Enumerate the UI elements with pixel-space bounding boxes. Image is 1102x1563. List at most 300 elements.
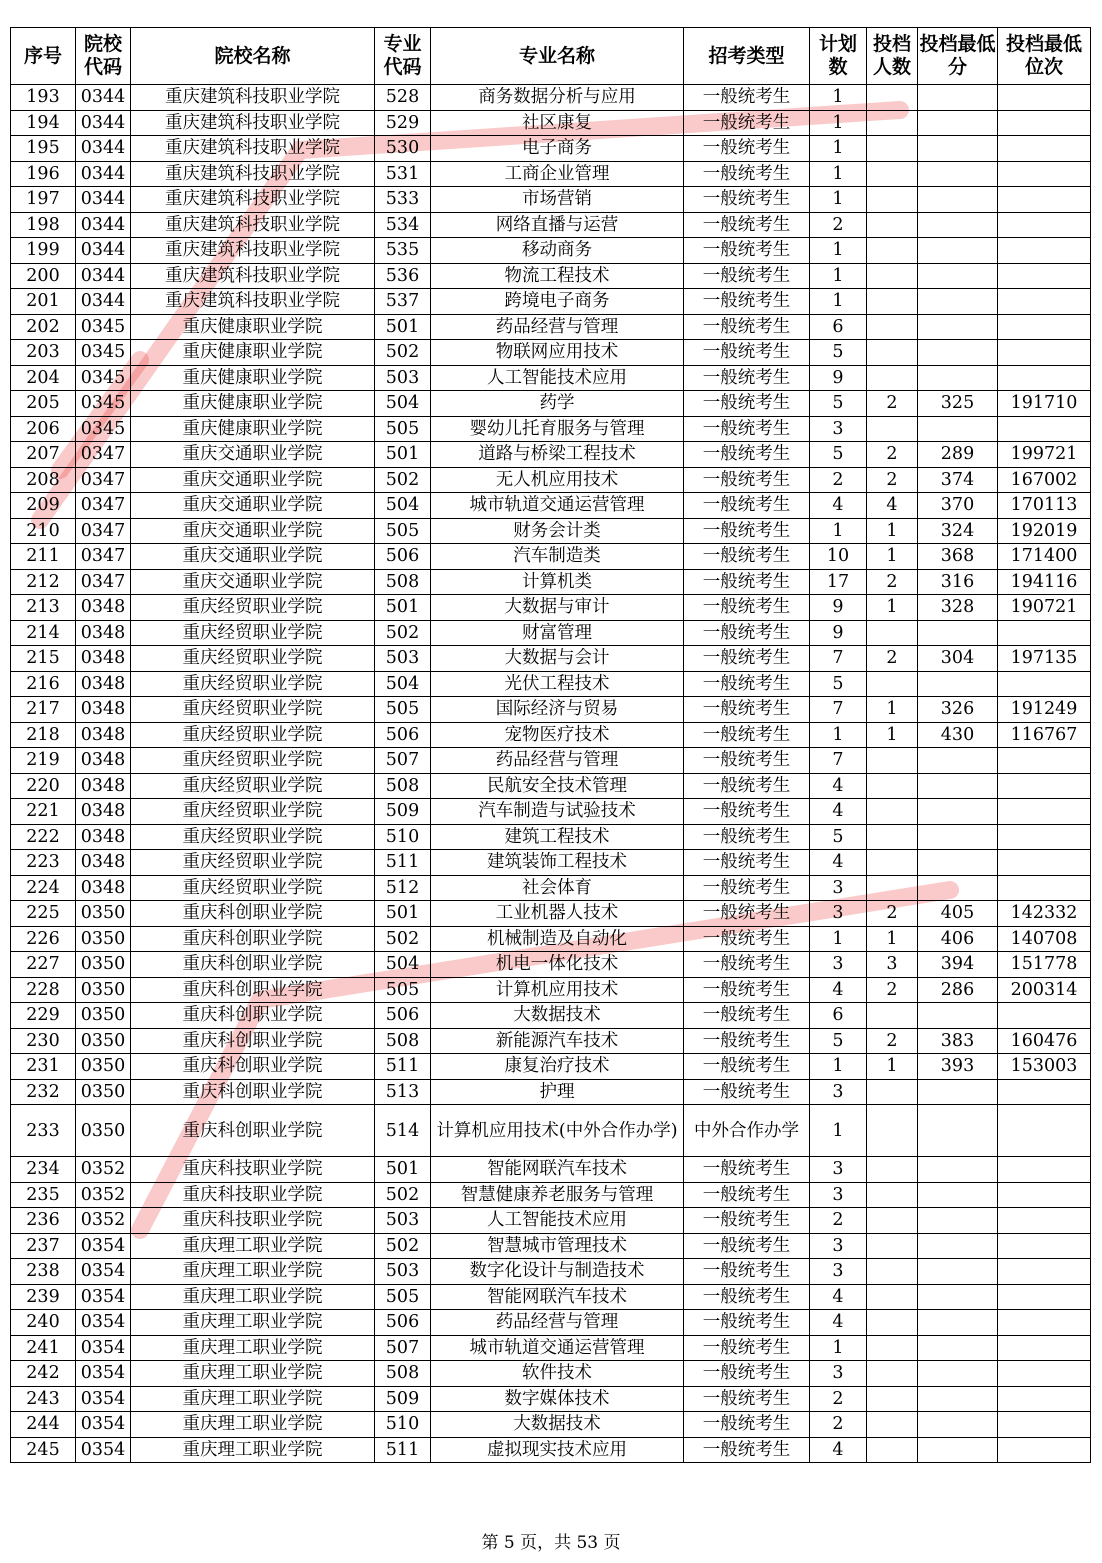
- cell-exam-type: 一般统考生: [684, 416, 810, 442]
- cell-major-name: 机械制造及自动化: [431, 926, 684, 952]
- cell-index: 215: [11, 646, 76, 672]
- cell-exam-type: 一般统考生: [684, 1054, 810, 1080]
- cell-school-name: 重庆健康职业学院: [131, 314, 375, 340]
- cell-major-code: 506: [375, 1310, 431, 1336]
- cell-exam-type: 一般统考生: [684, 365, 810, 391]
- table-row: [11, 875, 1091, 901]
- cell-index: 237: [11, 1233, 76, 1259]
- cell-major-name: 财富管理: [431, 620, 684, 646]
- cell-min-score: [918, 110, 998, 136]
- table-row: [11, 824, 1091, 850]
- cell-school-name: 重庆科技职业学院: [131, 1182, 375, 1208]
- cell-major-name: 宠物医疗技术: [431, 722, 684, 748]
- cell-major-name: 计算机应用技术: [431, 977, 684, 1003]
- cell-admitted-count: [867, 1105, 918, 1157]
- table-row: [11, 416, 1091, 442]
- cell-school-name: 重庆建筑科技职业学院: [131, 212, 375, 238]
- cell-major-code: 507: [375, 748, 431, 774]
- cell-major-name: 药学: [431, 391, 684, 417]
- cell-index: 198: [11, 212, 76, 238]
- cell-plan-count: 1: [810, 161, 867, 187]
- cell-admitted-count: [867, 1208, 918, 1234]
- cell-major-code: 501: [375, 1157, 431, 1183]
- cell-plan-count: 1: [810, 85, 867, 111]
- cell-index: 229: [11, 1003, 76, 1029]
- cell-min-score: 393: [918, 1054, 998, 1080]
- cell-major-name: 虚拟现实技术应用: [431, 1437, 684, 1463]
- cell-index: 211: [11, 544, 76, 570]
- cell-index: 230: [11, 1028, 76, 1054]
- cell-min-rank: [998, 187, 1091, 213]
- cell-major-code: 514: [375, 1105, 431, 1157]
- cell-index: 238: [11, 1259, 76, 1285]
- cell-plan-count: 1: [810, 289, 867, 315]
- header-min-rank: 投档最低位次: [998, 28, 1091, 85]
- cell-major-name: 民航安全技术管理: [431, 773, 684, 799]
- cell-major-name: 汽车制造类: [431, 544, 684, 570]
- cell-plan-count: 1: [810, 518, 867, 544]
- cell-index: 241: [11, 1335, 76, 1361]
- cell-plan-count: 4: [810, 1284, 867, 1310]
- cell-index: 197: [11, 187, 76, 213]
- cell-admitted-count: [867, 314, 918, 340]
- cell-exam-type: 一般统考生: [684, 1157, 810, 1183]
- cell-min-score: 430: [918, 722, 998, 748]
- cell-min-score: [918, 824, 998, 850]
- cell-admitted-count: [867, 289, 918, 315]
- cell-index: 200: [11, 263, 76, 289]
- table-row: [11, 263, 1091, 289]
- cell-index: 221: [11, 799, 76, 825]
- cell-school-code: 0344: [76, 238, 131, 264]
- cell-admitted-count: [867, 1310, 918, 1336]
- cell-plan-count: 2: [810, 1386, 867, 1412]
- cell-min-rank: [998, 1284, 1091, 1310]
- cell-min-score: [918, 1361, 998, 1387]
- cell-plan-count: 10: [810, 544, 867, 570]
- cell-min-rank: [998, 799, 1091, 825]
- cell-major-code: 505: [375, 977, 431, 1003]
- cell-min-rank: [998, 1386, 1091, 1412]
- cell-index: 235: [11, 1182, 76, 1208]
- cell-admitted-count: 2: [867, 1028, 918, 1054]
- cell-min-rank: 170113: [998, 493, 1091, 519]
- cell-major-code: 506: [375, 1003, 431, 1029]
- cell-admitted-count: 2: [867, 442, 918, 468]
- cell-exam-type: 一般统考生: [684, 467, 810, 493]
- cell-exam-type: 一般统考生: [684, 1079, 810, 1105]
- cell-school-name: 重庆经贸职业学院: [131, 722, 375, 748]
- cell-school-name: 重庆科技职业学院: [131, 1157, 375, 1183]
- cell-index: 214: [11, 620, 76, 646]
- cell-min-rank: 151778: [998, 952, 1091, 978]
- cell-min-rank: [998, 1003, 1091, 1029]
- cell-major-code: 507: [375, 1335, 431, 1361]
- cell-exam-type: 一般统考生: [684, 773, 810, 799]
- cell-school-name: 重庆科创职业学院: [131, 1079, 375, 1105]
- cell-exam-type: 一般统考生: [684, 901, 810, 927]
- cell-min-score: [918, 799, 998, 825]
- cell-school-code: 0350: [76, 1105, 131, 1157]
- cell-exam-type: 一般统考生: [684, 926, 810, 952]
- cell-major-name: 护理: [431, 1079, 684, 1105]
- cell-min-score: [918, 850, 998, 876]
- table-row: [11, 697, 1091, 723]
- cell-min-score: [918, 187, 998, 213]
- cell-major-name: 数字媒体技术: [431, 1386, 684, 1412]
- header-index: 序号: [11, 28, 76, 85]
- cell-exam-type: 一般统考生: [684, 850, 810, 876]
- cell-major-name: 国际经济与贸易: [431, 697, 684, 723]
- cell-exam-type: 中外合作办学: [684, 1105, 810, 1157]
- cell-school-name: 重庆健康职业学院: [131, 340, 375, 366]
- cell-major-name: 建筑装饰工程技术: [431, 850, 684, 876]
- cell-exam-type: 一般统考生: [684, 1412, 810, 1438]
- table-row: [11, 901, 1091, 927]
- cell-school-name: 重庆科创职业学院: [131, 952, 375, 978]
- cell-major-name: 物联网应用技术: [431, 340, 684, 366]
- cell-major-name: 药品经营与管理: [431, 1310, 684, 1336]
- cell-admitted-count: [867, 263, 918, 289]
- cell-exam-type: 一般统考生: [684, 1284, 810, 1310]
- cell-school-code: 0348: [76, 850, 131, 876]
- cell-plan-count: 1: [810, 722, 867, 748]
- table-row: [11, 1208, 1091, 1234]
- cell-index: 233: [11, 1105, 76, 1157]
- cell-min-rank: 191710: [998, 391, 1091, 417]
- cell-major-code: 502: [375, 1182, 431, 1208]
- cell-school-code: 0354: [76, 1412, 131, 1438]
- cell-major-name: 康复治疗技术: [431, 1054, 684, 1080]
- cell-plan-count: 4: [810, 1310, 867, 1336]
- cell-min-score: 406: [918, 926, 998, 952]
- header-admitted-count: 投档人数: [867, 28, 918, 85]
- cell-min-rank: 153003: [998, 1054, 1091, 1080]
- cell-major-code: 504: [375, 493, 431, 519]
- cell-plan-count: 1: [810, 1105, 867, 1157]
- cell-major-code: 534: [375, 212, 431, 238]
- table-row: [11, 289, 1091, 315]
- cell-school-code: 0344: [76, 85, 131, 111]
- cell-admitted-count: 2: [867, 569, 918, 595]
- cell-exam-type: 一般统考生: [684, 289, 810, 315]
- table-row: [11, 391, 1091, 417]
- table-row: [11, 365, 1091, 391]
- cell-min-score: [918, 1335, 998, 1361]
- cell-exam-type: 一般统考生: [684, 442, 810, 468]
- cell-min-rank: 140708: [998, 926, 1091, 952]
- cell-min-score: [918, 1233, 998, 1259]
- cell-index: 242: [11, 1361, 76, 1387]
- cell-exam-type: 一般统考生: [684, 1233, 810, 1259]
- cell-school-code: 0348: [76, 646, 131, 672]
- cell-plan-count: 5: [810, 391, 867, 417]
- cell-school-code: 0347: [76, 467, 131, 493]
- cell-admitted-count: [867, 85, 918, 111]
- cell-min-rank: [998, 1412, 1091, 1438]
- cell-min-score: 368: [918, 544, 998, 570]
- cell-exam-type: 一般统考生: [684, 136, 810, 162]
- cell-school-code: 0350: [76, 1003, 131, 1029]
- cell-school-code: 0352: [76, 1182, 131, 1208]
- cell-major-code: 511: [375, 1054, 431, 1080]
- cell-exam-type: 一般统考生: [684, 314, 810, 340]
- cell-plan-count: 3: [810, 1233, 867, 1259]
- cell-index: 218: [11, 722, 76, 748]
- cell-min-score: [918, 1310, 998, 1336]
- cell-major-code: 510: [375, 1412, 431, 1438]
- cell-major-name: 无人机应用技术: [431, 467, 684, 493]
- cell-exam-type: 一般统考生: [684, 1003, 810, 1029]
- cell-min-score: [918, 289, 998, 315]
- table-row: [11, 671, 1091, 697]
- cell-min-score: [918, 748, 998, 774]
- cell-min-rank: [998, 1157, 1091, 1183]
- cell-school-name: 重庆建筑科技职业学院: [131, 263, 375, 289]
- cell-plan-count: 1: [810, 1054, 867, 1080]
- table-row: [11, 1335, 1091, 1361]
- cell-major-code: 508: [375, 773, 431, 799]
- cell-admitted-count: [867, 1335, 918, 1361]
- cell-school-name: 重庆科创职业学院: [131, 1028, 375, 1054]
- cell-plan-count: 6: [810, 314, 867, 340]
- cell-major-code: 505: [375, 518, 431, 544]
- cell-admitted-count: [867, 416, 918, 442]
- cell-school-name: 重庆健康职业学院: [131, 365, 375, 391]
- cell-school-code: 0350: [76, 1028, 131, 1054]
- cell-major-code: 511: [375, 1437, 431, 1463]
- cell-exam-type: 一般统考生: [684, 1182, 810, 1208]
- cell-index: 199: [11, 238, 76, 264]
- cell-school-code: 0347: [76, 569, 131, 595]
- cell-school-code: 0344: [76, 161, 131, 187]
- cell-school-code: 0350: [76, 977, 131, 1003]
- cell-school-code: 0344: [76, 187, 131, 213]
- cell-school-name: 重庆建筑科技职业学院: [131, 289, 375, 315]
- table-row: [11, 799, 1091, 825]
- cell-admitted-count: 1: [867, 722, 918, 748]
- cell-admitted-count: [867, 620, 918, 646]
- cell-min-rank: 199721: [998, 442, 1091, 468]
- cell-plan-count: 3: [810, 875, 867, 901]
- cell-exam-type: 一般统考生: [684, 85, 810, 111]
- cell-major-name: 道路与桥梁工程技术: [431, 442, 684, 468]
- cell-school-name: 重庆建筑科技职业学院: [131, 238, 375, 264]
- cell-major-code: 506: [375, 544, 431, 570]
- cell-index: 234: [11, 1157, 76, 1183]
- cell-school-name: 重庆健康职业学院: [131, 416, 375, 442]
- cell-plan-count: 3: [810, 952, 867, 978]
- cell-school-name: 重庆理工职业学院: [131, 1412, 375, 1438]
- cell-admitted-count: 1: [867, 926, 918, 952]
- cell-min-rank: [998, 1310, 1091, 1336]
- cell-index: 196: [11, 161, 76, 187]
- cell-major-name: 计算机类: [431, 569, 684, 595]
- cell-school-code: 0348: [76, 697, 131, 723]
- table-row: [11, 1182, 1091, 1208]
- cell-index: 217: [11, 697, 76, 723]
- cell-admitted-count: 2: [867, 977, 918, 1003]
- cell-major-name: 人工智能技术应用: [431, 365, 684, 391]
- cell-exam-type: 一般统考生: [684, 595, 810, 621]
- cell-admitted-count: [867, 850, 918, 876]
- header-school-name: 院校名称: [131, 28, 375, 85]
- cell-school-name: 重庆科创职业学院: [131, 1105, 375, 1157]
- cell-major-code: 501: [375, 314, 431, 340]
- cell-min-score: [918, 1259, 998, 1285]
- cell-min-rank: [998, 365, 1091, 391]
- cell-plan-count: 3: [810, 1361, 867, 1387]
- table-header-row: [11, 28, 1091, 85]
- cell-plan-count: 4: [810, 773, 867, 799]
- cell-plan-count: 4: [810, 850, 867, 876]
- cell-min-score: [918, 1003, 998, 1029]
- cell-admitted-count: [867, 875, 918, 901]
- cell-min-rank: 142332: [998, 901, 1091, 927]
- cell-major-code: 508: [375, 569, 431, 595]
- cell-school-code: 0345: [76, 314, 131, 340]
- cell-major-code: 504: [375, 391, 431, 417]
- cell-plan-count: 2: [810, 467, 867, 493]
- cell-min-rank: 171400: [998, 544, 1091, 570]
- cell-index: 219: [11, 748, 76, 774]
- cell-min-score: [918, 263, 998, 289]
- cell-exam-type: 一般统考生: [684, 187, 810, 213]
- cell-major-code: 503: [375, 1208, 431, 1234]
- cell-school-name: 重庆建筑科技职业学院: [131, 136, 375, 162]
- cell-school-code: 0350: [76, 952, 131, 978]
- cell-major-name: 大数据与会计: [431, 646, 684, 672]
- cell-major-name: 机电一体化技术: [431, 952, 684, 978]
- cell-admitted-count: [867, 748, 918, 774]
- cell-major-name: 财务会计类: [431, 518, 684, 544]
- cell-index: 227: [11, 952, 76, 978]
- cell-min-score: 394: [918, 952, 998, 978]
- cell-exam-type: 一般统考生: [684, 161, 810, 187]
- cell-major-code: 513: [375, 1079, 431, 1105]
- cell-min-score: [918, 1079, 998, 1105]
- cell-school-name: 重庆理工职业学院: [131, 1361, 375, 1387]
- cell-min-score: 289: [918, 442, 998, 468]
- cell-major-code: 503: [375, 646, 431, 672]
- table-row: [11, 544, 1091, 570]
- cell-min-score: [918, 1386, 998, 1412]
- cell-school-code: 0354: [76, 1259, 131, 1285]
- cell-min-rank: 200314: [998, 977, 1091, 1003]
- cell-exam-type: 一般统考生: [684, 875, 810, 901]
- cell-min-rank: [998, 212, 1091, 238]
- cell-index: 225: [11, 901, 76, 927]
- table-row: [11, 952, 1091, 978]
- cell-major-code: 502: [375, 340, 431, 366]
- cell-min-rank: [998, 416, 1091, 442]
- table-row: [11, 722, 1091, 748]
- cell-major-name: 药品经营与管理: [431, 748, 684, 774]
- cell-major-code: 509: [375, 799, 431, 825]
- cell-school-name: 重庆经贸职业学院: [131, 850, 375, 876]
- cell-index: 206: [11, 416, 76, 442]
- cell-major-code: 502: [375, 467, 431, 493]
- cell-major-name: 智能网联汽车技术: [431, 1284, 684, 1310]
- cell-exam-type: 一般统考生: [684, 1208, 810, 1234]
- cell-min-rank: [998, 238, 1091, 264]
- cell-plan-count: 1: [810, 136, 867, 162]
- cell-index: 232: [11, 1079, 76, 1105]
- cell-min-score: [918, 773, 998, 799]
- cell-school-name: 重庆理工职业学院: [131, 1335, 375, 1361]
- cell-min-rank: [998, 1233, 1091, 1259]
- cell-admitted-count: [867, 824, 918, 850]
- cell-major-name: 物流工程技术: [431, 263, 684, 289]
- cell-school-code: 0347: [76, 442, 131, 468]
- cell-major-name: 智慧健康养老服务与管理: [431, 1182, 684, 1208]
- cell-admitted-count: [867, 340, 918, 366]
- table-row: [11, 187, 1091, 213]
- cell-admitted-count: 4: [867, 493, 918, 519]
- cell-school-name: 重庆建筑科技职业学院: [131, 85, 375, 111]
- cell-admitted-count: [867, 1284, 918, 1310]
- cell-min-rank: [998, 875, 1091, 901]
- admission-table: [10, 27, 1091, 1463]
- cell-min-score: [918, 1284, 998, 1310]
- cell-school-name: 重庆经贸职业学院: [131, 646, 375, 672]
- cell-admitted-count: 2: [867, 901, 918, 927]
- cell-min-score: 326: [918, 697, 998, 723]
- cell-school-code: 0354: [76, 1284, 131, 1310]
- table-row: [11, 595, 1091, 621]
- cell-major-name: 建筑工程技术: [431, 824, 684, 850]
- table-row: [11, 1028, 1091, 1054]
- cell-plan-count: 7: [810, 646, 867, 672]
- cell-min-score: 328: [918, 595, 998, 621]
- cell-school-name: 重庆理工职业学院: [131, 1259, 375, 1285]
- cell-index: 203: [11, 340, 76, 366]
- cell-plan-count: 7: [810, 748, 867, 774]
- table-row: [11, 136, 1091, 162]
- cell-major-code: 505: [375, 697, 431, 723]
- cell-exam-type: 一般统考生: [684, 1437, 810, 1463]
- cell-school-name: 重庆建筑科技职业学院: [131, 110, 375, 136]
- cell-min-rank: 167002: [998, 467, 1091, 493]
- cell-exam-type: 一般统考生: [684, 493, 810, 519]
- cell-school-name: 重庆经贸职业学院: [131, 595, 375, 621]
- cell-exam-type: 一般统考生: [684, 238, 810, 264]
- cell-major-name: 人工智能技术应用: [431, 1208, 684, 1234]
- cell-min-score: 316: [918, 569, 998, 595]
- cell-plan-count: 4: [810, 493, 867, 519]
- cell-admitted-count: [867, 1386, 918, 1412]
- cell-school-code: 0347: [76, 518, 131, 544]
- cell-major-name: 社会体育: [431, 875, 684, 901]
- cell-plan-count: 5: [810, 340, 867, 366]
- table-row: [11, 314, 1091, 340]
- cell-major-code: 501: [375, 595, 431, 621]
- cell-school-code: 0344: [76, 289, 131, 315]
- cell-min-rank: [998, 110, 1091, 136]
- cell-min-rank: [998, 773, 1091, 799]
- table-row: [11, 85, 1091, 111]
- cell-min-score: [918, 416, 998, 442]
- cell-school-code: 0344: [76, 136, 131, 162]
- cell-min-rank: 192019: [998, 518, 1091, 544]
- cell-school-code: 0348: [76, 722, 131, 748]
- cell-major-code: 506: [375, 722, 431, 748]
- cell-min-score: [918, 671, 998, 697]
- cell-min-rank: [998, 1437, 1091, 1463]
- cell-major-name: 计算机应用技术(中外合作办学): [431, 1105, 684, 1157]
- cell-min-rank: [998, 850, 1091, 876]
- cell-min-score: [918, 136, 998, 162]
